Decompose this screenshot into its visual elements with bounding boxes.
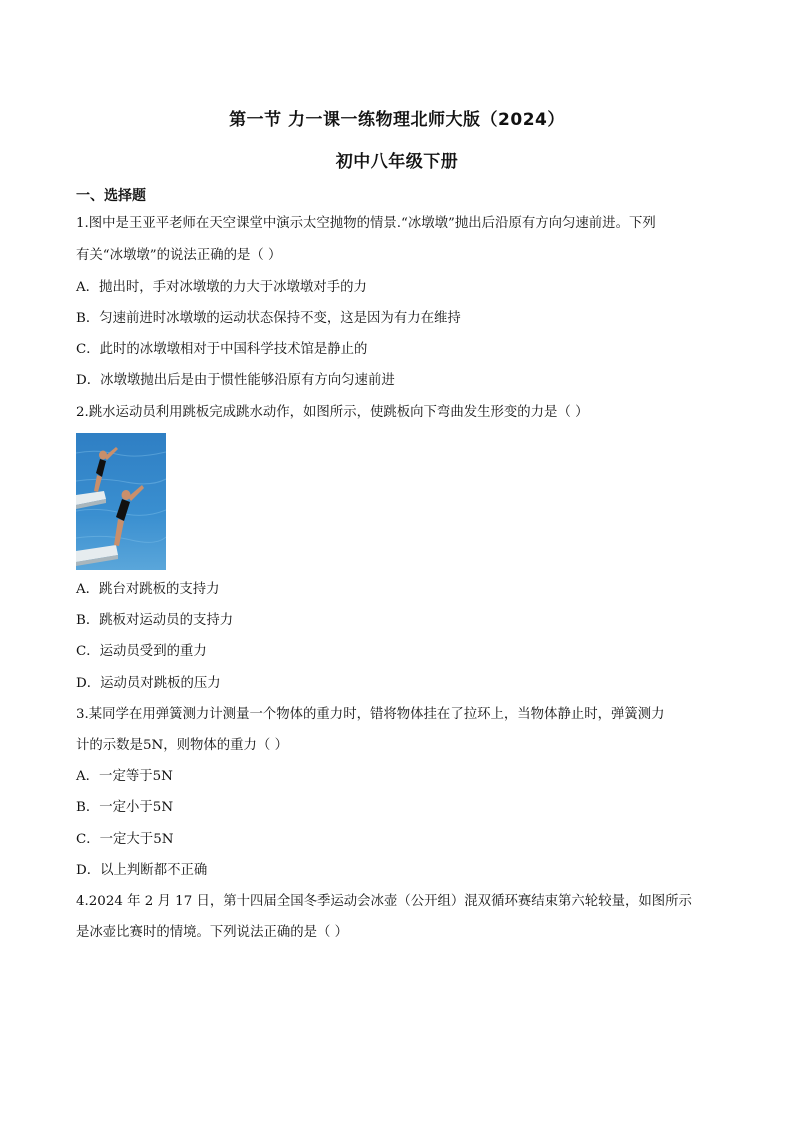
diving-photo-illustration (76, 433, 166, 570)
document-subtitle: 初中八年级下册 (335, 152, 459, 172)
question-2-option-d: D．运动员对跳板的压力 (76, 676, 221, 691)
section-heading: 一、选择题 (76, 188, 146, 204)
question-1-option-c: C．此时的冰墩墩相对于中国科学技术馆是静止的 (76, 342, 368, 357)
question-2-option-b: B．跳板对运动员的支持力 (76, 613, 234, 628)
question-1-option-a: A．抛出时，手对冰墩墩的力大于冰墩墩对手的力 (76, 280, 367, 295)
question-2-stem-line-1: 2.跳水运动员利用跳板完成跳水动作，如图所示，使跳板向下弯曲发生形变的力是（ ） (76, 405, 589, 420)
document-title: 第一节 力一课一练物理北师大版（2024） (229, 110, 565, 130)
question-3-stem-line-1: 3.某同学在用弹簧测力计测量一个物体的重力时，错将物体挂在了拉环上，当物体静止时，弹簧测力 (76, 707, 665, 722)
question-3-option-b: B．一定小于5N (76, 800, 174, 815)
question-2-option-a: A．跳台对跳板的支持力 (76, 582, 220, 597)
diving-photo (76, 433, 166, 570)
question-3-stem-line-2: 计的示数是5N，则物体的重力（ ） (76, 738, 288, 753)
question-4-stem-line-1: 4.2024 年 2 月 17 日，第十四届全国冬季运动会冰壶（公开组）混双循环赛结束第六轮较量，如图所示 (76, 894, 692, 909)
question-1-stem-line-1: 1.图中是王亚平老师在天空课堂中演示太空抛物的情景.“冰墩墩”抛出后沿原有方向匀速前进。下列 (76, 216, 656, 231)
question-4-stem-line-2: 是冰壶比赛时的情境。下列说法正确的是（ ） (76, 925, 349, 940)
question-1-stem-line-2: 有关“冰墩墩”的说法正确的是（ ） (76, 248, 282, 263)
question-3-option-a: A．一定等于5N (76, 769, 173, 784)
question-2-option-c: C．运动员受到的重力 (76, 644, 207, 659)
question-3-option-c: C．一定大于5N (76, 832, 174, 847)
question-1-option-d: D．冰墩墩抛出后是由于惯性能够沿原有方向匀速前进 (76, 373, 395, 388)
question-3-option-d: D．以上判断都不正确 (76, 863, 208, 878)
question-1-option-b: B．匀速前进时冰墩墩的运动状态保持不变，这是因为有力在维持 (76, 311, 461, 326)
